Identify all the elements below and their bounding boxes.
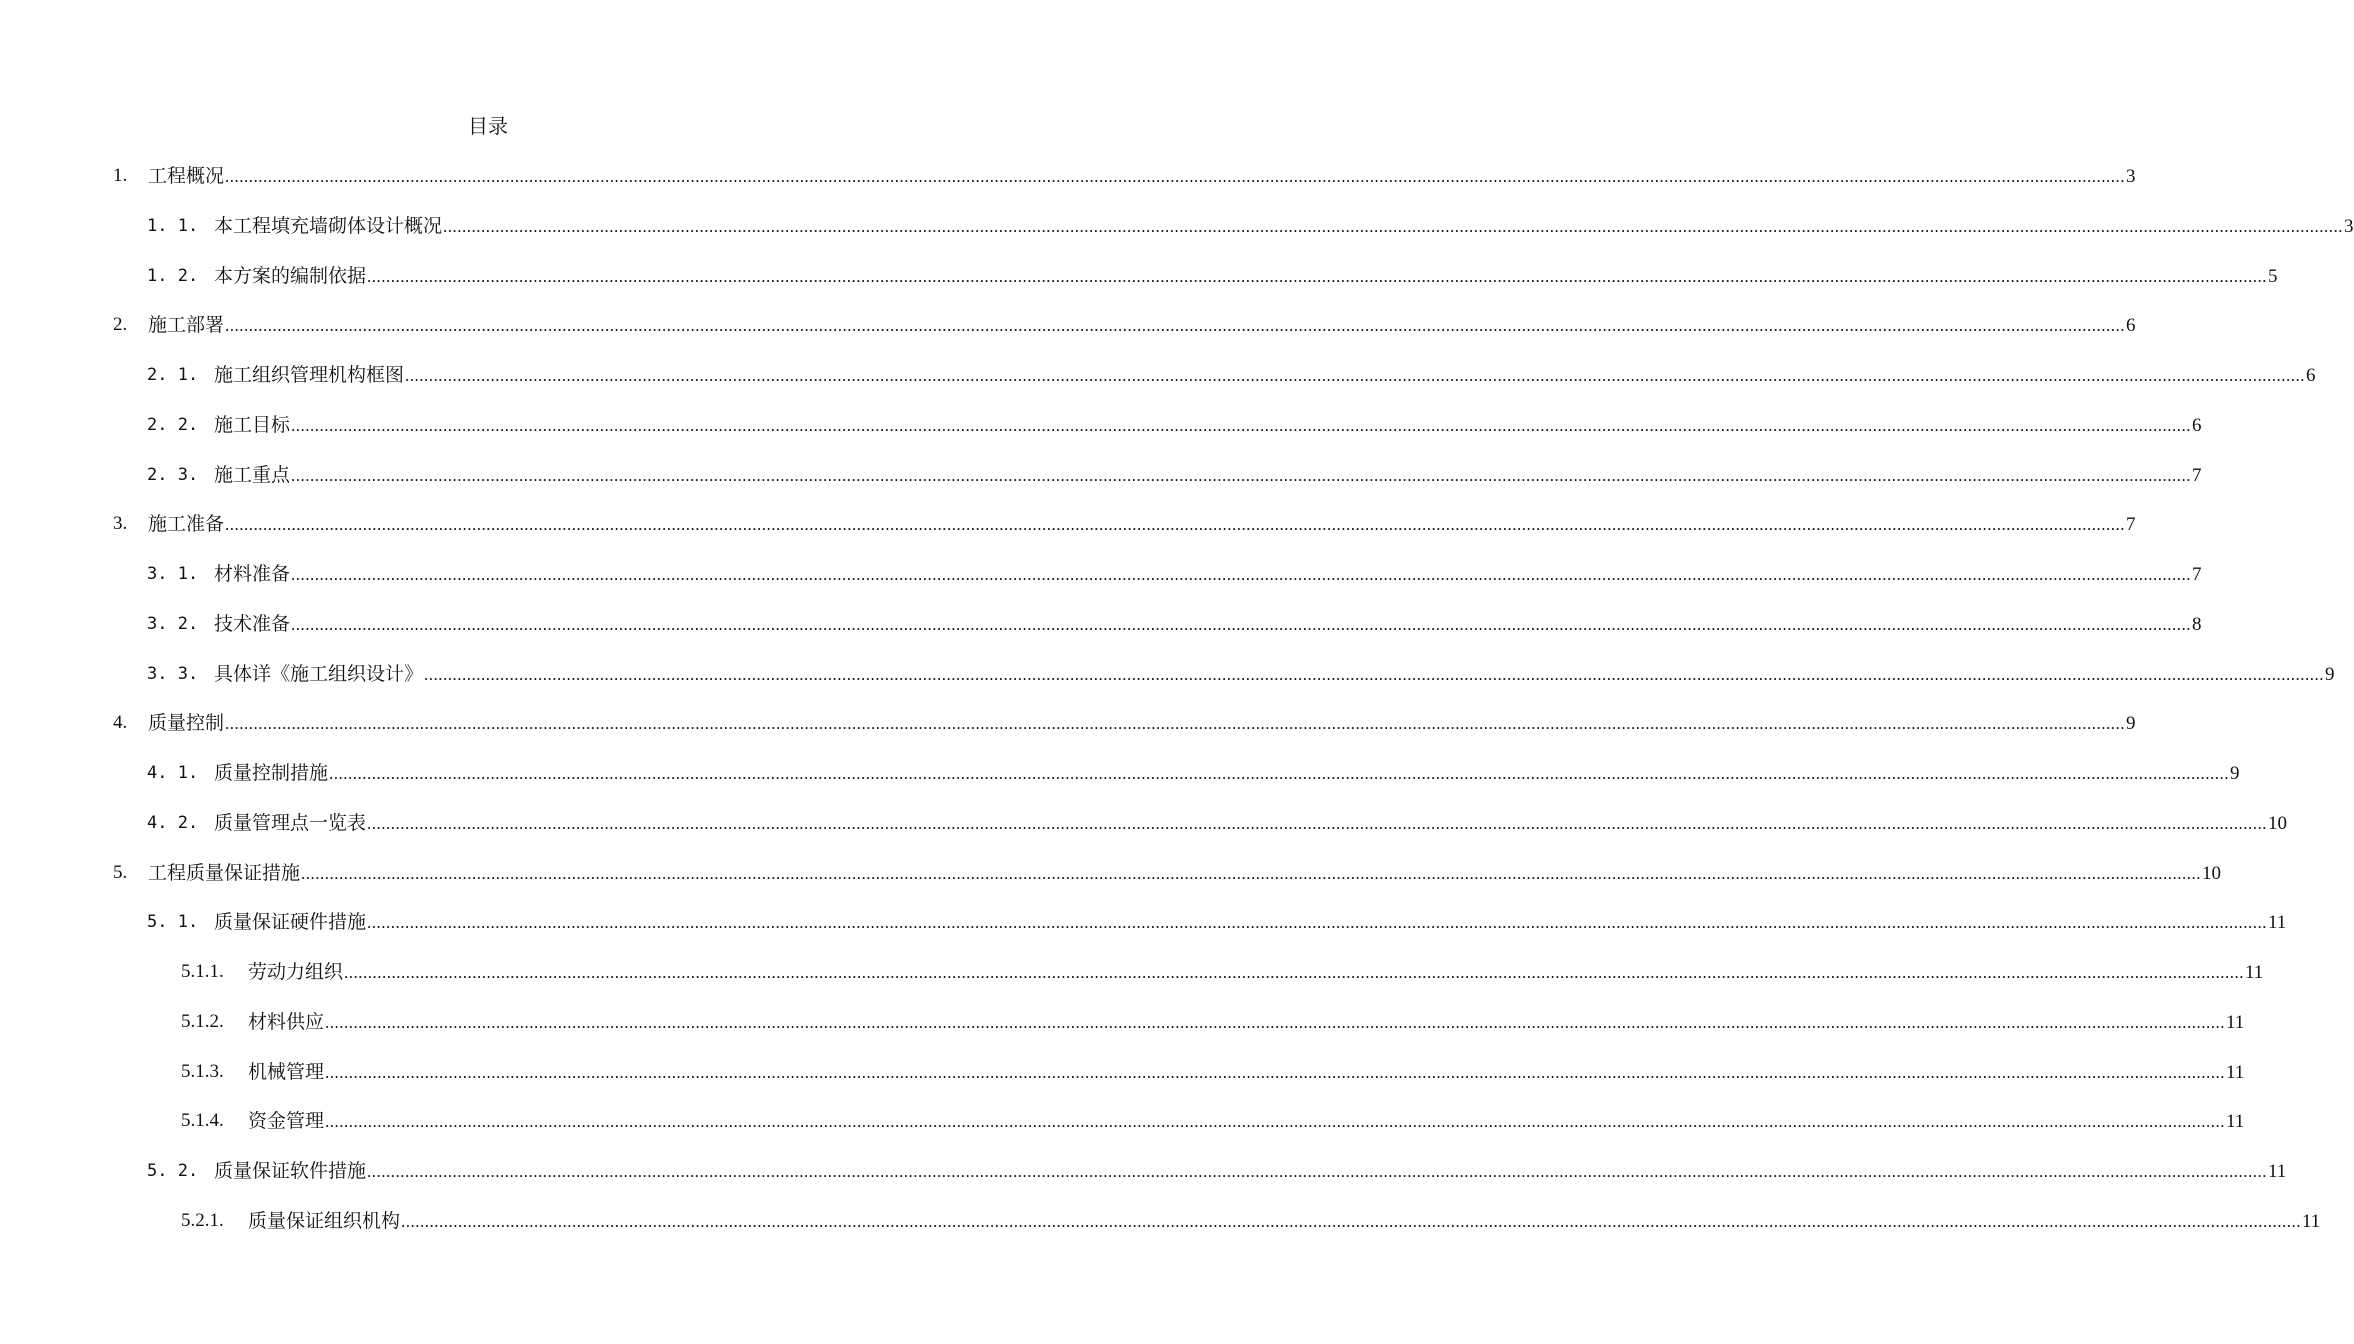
dot-leader: ................................................................................................................................................................................................................................................................................................................................................................................................................ [225, 714, 2126, 734]
dot-leader: ................................................................................................................................................................................................................................................................................................................................................................................................................ [367, 913, 2268, 933]
toc-entry-level-2[interactable] [0, 660, 2335, 710]
dot-leader: ................................................................................................................................................................................................................................................................................................................................................................................................................ [325, 1112, 2226, 1132]
toc-entry-level-2[interactable] [0, 809, 2288, 859]
toc-entry-level-2[interactable] [0, 361, 2316, 411]
toc-entry-number: 1. 2. [147, 265, 199, 286]
toc-entry-body [214, 560, 2202, 589]
toc-entry-body [148, 311, 2136, 340]
toc-entry-number: 5.1.4. [181, 1110, 224, 1132]
toc-entry-number: 3. 1. [147, 564, 199, 584]
toc-entry-number: 3. 3. [147, 663, 199, 684]
toc-entry-page-number: 7 [2192, 464, 2202, 486]
toc-entry-body [214, 908, 2287, 937]
toc-entry-title: 材料准备 [214, 563, 291, 585]
toc-entry-level-2[interactable] [0, 212, 2354, 262]
dot-leader: ................................................................................................................................................................................................................................................................................................................................................................................................................ [325, 1012, 2226, 1032]
toc-entry-number: 2. 1. [147, 365, 199, 385]
toc-entry-body [214, 461, 2202, 490]
toc-entry-body [214, 660, 2335, 689]
toc-entry-title: 质量保证组织机构 [248, 1209, 401, 1232]
toc-entry-page-number: 5 [2268, 265, 2278, 287]
toc-entry-level-2[interactable] [0, 759, 2240, 809]
toc-entry-title: 材料供应 [248, 1010, 325, 1033]
toc-entry-page-number: 8 [2192, 613, 2202, 635]
toc-entry-level-1[interactable] [0, 311, 2136, 361]
toc-entry-body [248, 958, 2264, 987]
dot-leader: ................................................................................................................................................................................................................................................................................................................................................................................................................ [291, 565, 2192, 584]
toc-entry-body [248, 1008, 2245, 1037]
toc-entry-number: 2. 2. [147, 414, 199, 435]
toc-entry-title: 工程质量保证措施 [148, 861, 301, 884]
toc-entry-page-number: 9 [2230, 763, 2240, 784]
toc-entry-body [248, 1207, 2321, 1236]
toc-entry-title: 质量控制措施 [214, 762, 329, 784]
toc-entry-body [148, 162, 2136, 191]
toc-entry-title: 本工程填充墙砌体设计概况 [214, 214, 443, 237]
toc-entry-title: 机械管理 [248, 1060, 325, 1083]
toc-entry-number: 5. 1. [147, 912, 199, 933]
toc-entry-number: 1. [113, 165, 128, 186]
toc-entry-page-number: 3 [2126, 166, 2136, 187]
toc-entry-title: 劳动力组织 [248, 961, 344, 983]
toc-entry-number: 5.1.3. [181, 1060, 224, 1082]
dot-leader: ................................................................................................................................................................................................................................................................................................................................................................................................................ [367, 266, 2268, 286]
dot-leader: ................................................................................................................................................................................................................................................................................................................................................................................................................ [291, 614, 2192, 634]
toc-entry-level-1[interactable] [0, 162, 2136, 212]
dot-leader: ................................................................................................................................................................................................................................................................................................................................................................................................................ [225, 515, 2126, 535]
toc-entry-number: 3. [113, 513, 128, 535]
toc-entry-page-number: 6 [2126, 315, 2136, 337]
toc-entry-title: 质量控制 [148, 712, 225, 735]
toc-entry-title: 施工部署 [148, 314, 225, 337]
dot-leader: ................................................................................................................................................................................................................................................................................................................................................................................................................ [329, 764, 2230, 783]
toc-entry-title: 工程概况 [148, 165, 225, 187]
toc-entry-number: 2. [113, 314, 128, 336]
toc-entry-number: 2. 3. [147, 464, 199, 485]
dot-leader: ................................................................................................................................................................................................................................................................................................................................................................................................................ [301, 863, 2202, 883]
toc-entry-number: 4. [113, 712, 128, 734]
toc-entry-title: 施工组织管理机构框图 [214, 364, 405, 386]
dot-leader: ................................................................................................................................................................................................................................................................................................................................................................................................................ [367, 1162, 2268, 1181]
toc-entry-level-3[interactable] [0, 958, 2264, 1008]
toc-entry-title: 质量保证硬件措施 [214, 911, 367, 934]
toc-entry-page-number: 11 [2245, 962, 2264, 983]
dot-leader: ................................................................................................................................................................................................................................................................................................................................................................................................................ [225, 167, 2126, 186]
dot-leader: ................................................................................................................................................................................................................................................................................................................................................................................................................ [401, 1211, 2302, 1231]
toc-entry-level-2[interactable] [0, 1157, 2287, 1207]
toc-entry-body [148, 859, 2222, 888]
dot-leader: ................................................................................................................................................................................................................................................................................................................................................................................................................ [367, 813, 2268, 833]
toc-entry-body [214, 1157, 2287, 1186]
dot-leader: ................................................................................................................................................................................................................................................................................................................................................................................................................ [424, 664, 2325, 684]
toc-entry-level-1[interactable] [0, 859, 2222, 909]
toc-entry-title: 质量管理点一览表 [214, 811, 367, 834]
toc-entry-number: 3. 2. [147, 613, 199, 634]
toc-entry-title: 施工重点 [214, 463, 291, 486]
dot-leader: ................................................................................................................................................................................................................................................................................................................................................................................................................ [291, 415, 2192, 435]
toc-entry-title: 施工准备 [148, 513, 225, 536]
toc-entry-page-number: 11 [2226, 1011, 2245, 1033]
toc-entry-page-number: 11 [2268, 912, 2287, 934]
dot-leader: ................................................................................................................................................................................................................................................................................................................................................................................................................ [225, 316, 2126, 336]
toc-entry-number: 5. [113, 861, 128, 883]
toc-entry-level-3[interactable] [0, 1207, 2321, 1257]
toc-entry-body [214, 262, 2278, 291]
toc-entry-level-2[interactable] [0, 262, 2278, 312]
toc-entry-body [214, 361, 2316, 390]
toc-entry-number: 5.1.1. [181, 961, 224, 982]
toc-entry-level-3[interactable] [0, 1058, 2245, 1108]
toc-entry-title: 具体详《施工组织设计》 [214, 662, 424, 685]
toc-entry-title: 质量保证软件措施 [214, 1160, 367, 1182]
toc-entry-page-number: 11 [2226, 1061, 2245, 1083]
toc-entry-number: 1. 1. [147, 215, 199, 236]
toc-entry-page-number: 11 [2226, 1111, 2245, 1133]
toc-title: 目录 [468, 114, 508, 138]
toc-entry-level-1[interactable] [0, 510, 2136, 560]
toc-entry-body [214, 809, 2288, 838]
toc-entry-title: 本方案的编制依据 [214, 264, 367, 287]
toc-entry-body [248, 1107, 2245, 1136]
toc-entry-number: 5.1.2. [181, 1010, 224, 1032]
toc-entry-number: 5. 2. [147, 1161, 199, 1181]
toc-entry-title: 施工目标 [214, 413, 291, 436]
toc-entry-number: 4. 2. [147, 812, 199, 833]
toc-entry-level-2[interactable] [0, 610, 2202, 660]
toc-entry-page-number: 9 [2325, 663, 2335, 685]
dot-leader: ................................................................................................................................................................................................................................................................................................................................................................................................................ [325, 1062, 2226, 1082]
toc-entry-page-number: 7 [2126, 514, 2136, 536]
dot-leader: ................................................................................................................................................................................................................................................................................................................................................................................................................ [344, 963, 2245, 982]
toc-entry-body [214, 610, 2202, 639]
toc-entry-level-3[interactable] [0, 1008, 2245, 1058]
toc-entry-page-number: 7 [2192, 564, 2202, 585]
toc-entry-number: 4. 1. [147, 763, 199, 783]
dot-leader: ................................................................................................................................................................................................................................................................................................................................................................................................................ [443, 216, 2344, 236]
toc-entry-body [148, 709, 2136, 738]
toc-entry-page-number: 10 [2268, 812, 2288, 834]
toc-entry-level-1[interactable] [0, 709, 2136, 759]
toc-entry-body [214, 212, 2354, 241]
toc-entry-body [148, 510, 2136, 539]
dot-leader: ................................................................................................................................................................................................................................................................................................................................................................................................................ [291, 465, 2192, 485]
toc-entry-level-2[interactable] [0, 560, 2202, 610]
toc-entry-title: 资金管理 [248, 1110, 325, 1133]
toc-entry-body [214, 411, 2202, 440]
toc-entry-page-number: 11 [2268, 1161, 2287, 1182]
toc-entry-number: 5.2.1. [181, 1209, 224, 1231]
toc-entry-body [248, 1058, 2245, 1087]
toc-entry-page-number: 3 [2344, 215, 2354, 237]
toc-entry-level-3[interactable] [0, 1107, 2245, 1157]
toc-entry-page-number: 11 [2302, 1210, 2321, 1232]
toc-entry-level-2[interactable] [0, 908, 2287, 958]
toc-entry-level-2[interactable] [0, 461, 2202, 511]
toc-entry-page-number: 10 [2202, 862, 2222, 884]
toc-entry-body [214, 759, 2240, 788]
toc-entry-page-number: 6 [2192, 414, 2202, 436]
toc-entry-level-2[interactable] [0, 411, 2202, 461]
table-of-contents [0, 162, 2354, 1257]
toc-entry-page-number: 6 [2306, 365, 2316, 386]
toc-entry-title: 技术准备 [214, 612, 291, 635]
toc-entry-page-number: 9 [2126, 713, 2136, 735]
dot-leader: ................................................................................................................................................................................................................................................................................................................................................................................................................ [405, 366, 2306, 385]
